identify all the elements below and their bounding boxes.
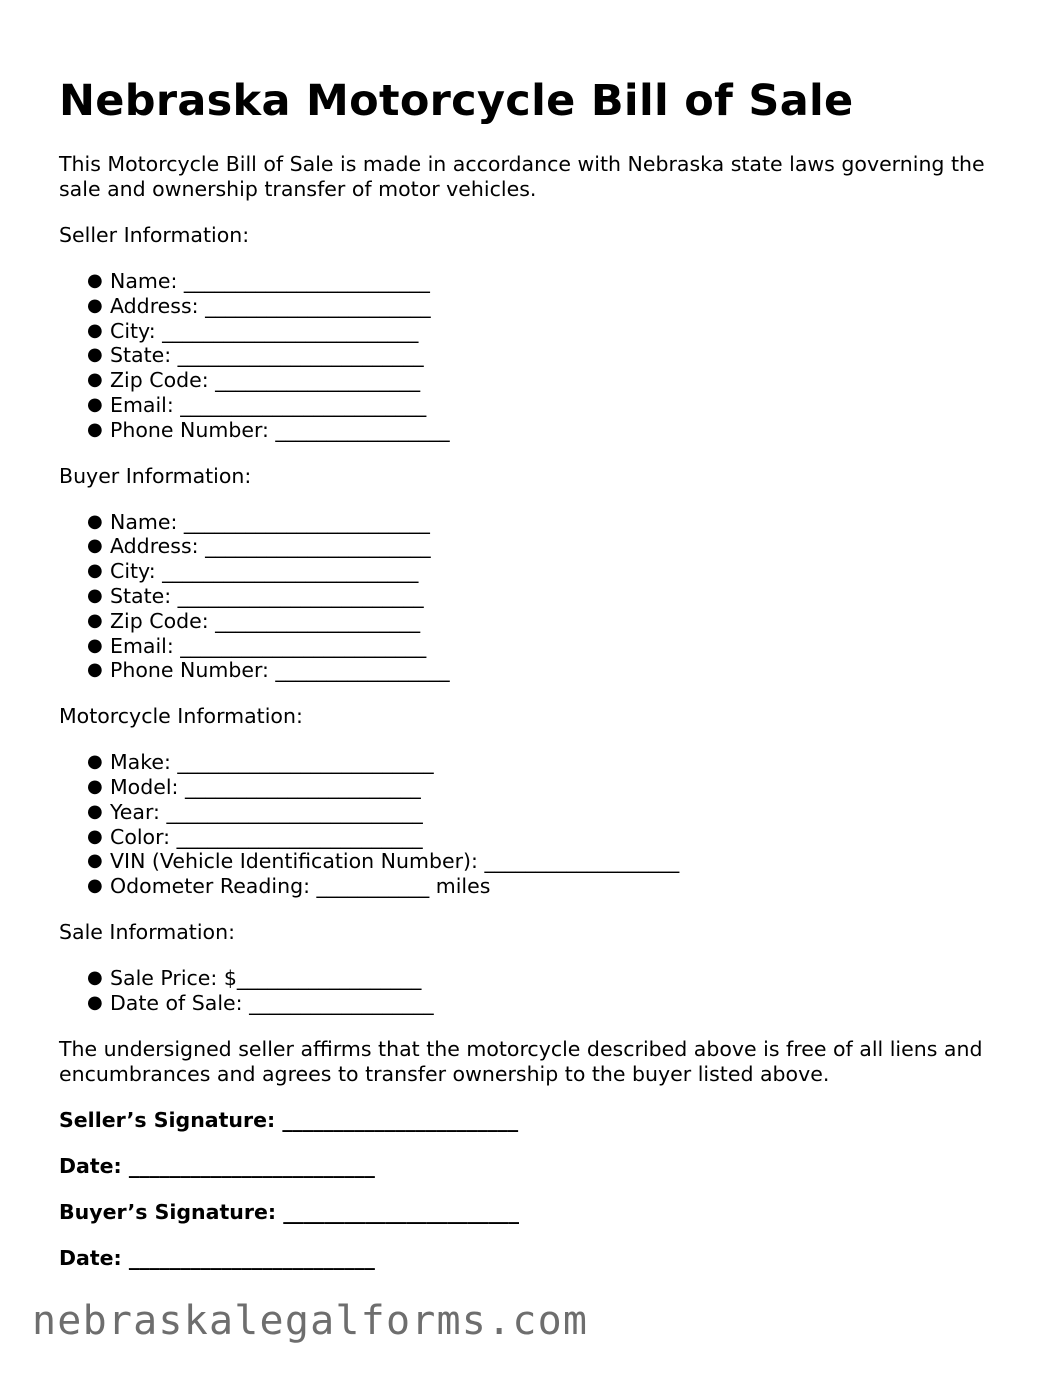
buyer-signature-line: Buyer’s Signature: _______________________ xyxy=(59,1199,519,1224)
sale-date-field: ● Date of Sale: __________________ xyxy=(87,990,434,1015)
seller-address-field: ● Address: ______________________ xyxy=(87,293,431,318)
buyer-date-line: Date: ________________________ xyxy=(59,1245,375,1270)
sale-section-label: Sale Information: xyxy=(59,919,235,944)
seller-date-line: Date: ________________________ xyxy=(59,1153,375,1178)
motorcycle-vin-field: ● VIN (Vehicle Identification Number): ___________________ xyxy=(87,849,680,874)
motorcycle-field-list xyxy=(59,750,1009,899)
bullet-icon: ● xyxy=(87,825,103,847)
buyer-name-field: ● Name: ________________________ xyxy=(87,509,430,534)
bullet-icon: ● xyxy=(87,418,103,440)
motorcycle-color-field: ● Color: ________________________ xyxy=(87,824,423,849)
buyer-address-field: ● Address: ______________________ xyxy=(87,534,431,559)
bullet-icon: ● xyxy=(87,991,103,1013)
seller-state-field: ● State: ________________________ xyxy=(87,343,424,368)
bullet-icon: ● xyxy=(87,294,103,316)
bullet-icon: ● xyxy=(87,535,103,557)
buyer-state-field: ● State: ________________________ xyxy=(87,583,424,608)
motorcycle-odometer-field: ● Odometer Reading: ___________ miles xyxy=(87,874,491,899)
sale-field-list xyxy=(59,966,1009,1016)
bullet-icon: ● xyxy=(87,560,103,582)
bullet-icon: ● xyxy=(87,319,103,341)
document-title: Nebraska Motorcycle Bill of Sale xyxy=(59,76,854,126)
bullet-icon: ● xyxy=(87,800,103,822)
seller-phone-field: ● Phone Number: _________________ xyxy=(87,417,450,442)
seller-zip-field: ● Zip Code: ____________________ xyxy=(87,368,421,393)
motorcycle-section-label: Motorcycle Information: xyxy=(59,704,303,729)
bullet-icon: ● xyxy=(87,344,103,366)
seller-city-field: ● City: _________________________ xyxy=(87,318,419,343)
bullet-icon: ● xyxy=(87,369,103,391)
intro-paragraph: This Motorcycle Bill of Sale is made in accordance with Nebraska state laws governing the sale and ownership transfer of motor vehicles. xyxy=(59,152,985,201)
bullet-icon: ● xyxy=(87,584,103,606)
document-page xyxy=(59,72,1009,1271)
bullet-icon: ● xyxy=(87,775,103,797)
bullet-icon: ● xyxy=(87,634,103,656)
bullet-icon: ● xyxy=(87,609,103,631)
seller-section-label: Seller Information: xyxy=(59,223,250,247)
sale-price-field: ● Sale Price: $__________________ xyxy=(87,965,422,990)
affirmation-paragraph: The undersigned seller affirms that the motorcycle described above is free of all liens and encumbrances and agrees to transfer ownership to the buyer listed above. xyxy=(59,1036,983,1086)
bullet-icon: ● xyxy=(87,270,103,291)
bullet-icon: ● xyxy=(87,510,103,532)
bullet-icon: ● xyxy=(87,850,103,872)
buyer-phone-field: ● Phone Number: _________________ xyxy=(87,658,450,683)
bullet-icon: ● xyxy=(87,751,103,773)
bullet-icon: ● xyxy=(87,659,103,681)
buyer-email-field: ● Email: ________________________ xyxy=(87,633,427,658)
motorcycle-make-field: ● Make: _________________________ xyxy=(87,750,434,775)
buyer-zip-field: ● Zip Code: ____________________ xyxy=(87,608,421,633)
motorcycle-year-field: ● Year: _________________________ xyxy=(87,799,423,824)
seller-signature-line: Seller’s Signature: _______________________ xyxy=(59,1107,519,1132)
buyer-section-label: Buyer Information: xyxy=(59,463,252,488)
bullet-icon: ● xyxy=(87,875,103,897)
bullet-icon: ● xyxy=(87,966,103,988)
seller-email-field: ● Email: ________________________ xyxy=(87,392,427,417)
seller-name-field: ● Name: ________________________ xyxy=(87,269,430,293)
seller-field-list xyxy=(59,269,1009,443)
motorcycle-model-field: ● Model: _______________________ xyxy=(87,774,421,799)
site-watermark: nebraskalegalforms.com xyxy=(32,1298,589,1344)
buyer-city-field: ● City: _________________________ xyxy=(87,559,419,584)
bullet-icon: ● xyxy=(87,393,103,415)
buyer-field-list xyxy=(59,510,1009,684)
